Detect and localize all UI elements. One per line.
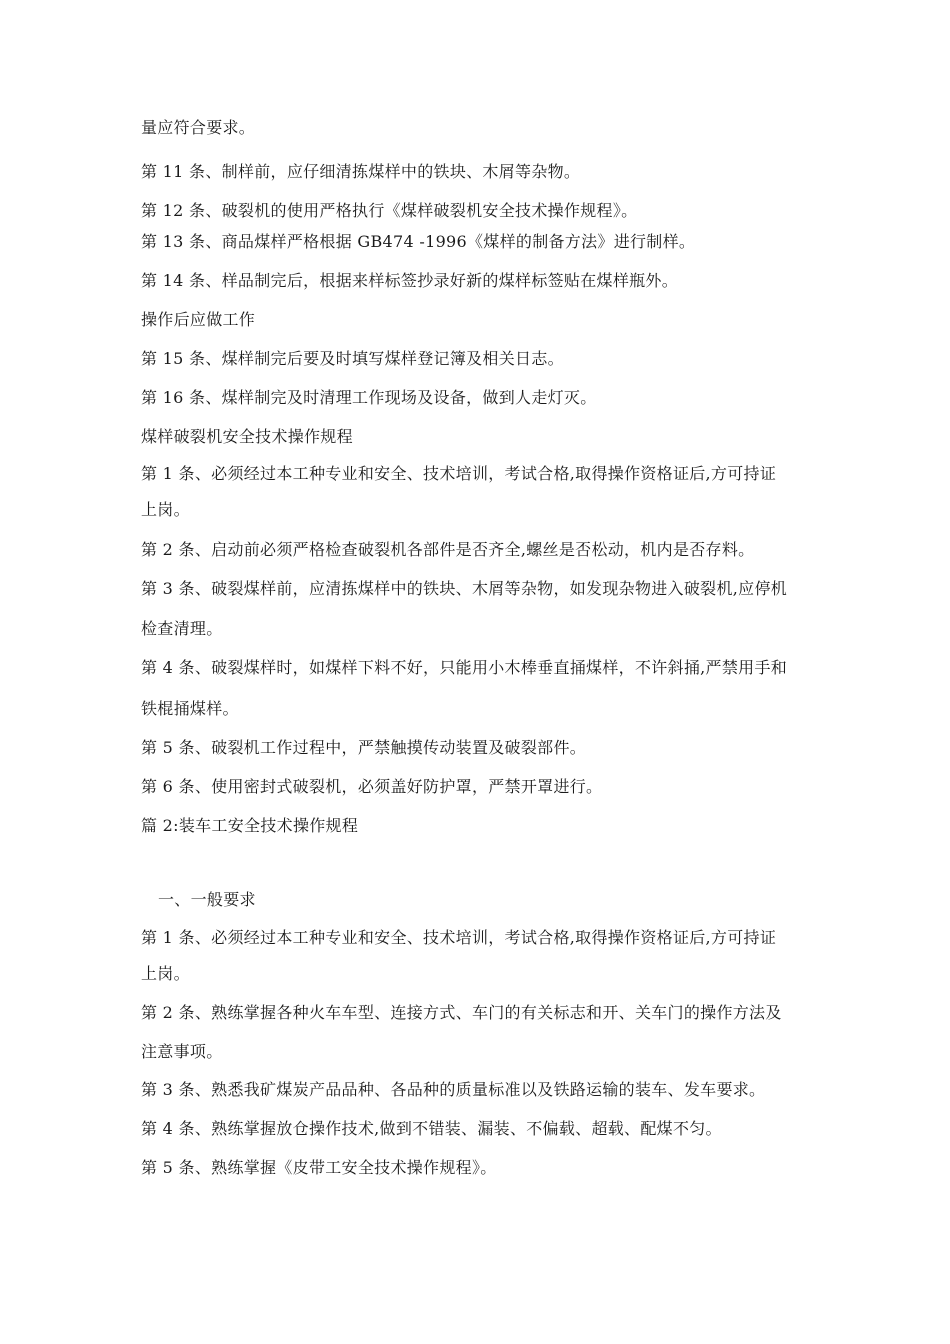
section-heading-general: 一、一般要求: [158, 890, 256, 909]
loader-article-3: 第 3 条、熟悉我矿煤炭产品品种、各品种的质量标准以及铁路运输的装车、发车要求。: [141, 1080, 766, 1099]
article-12: 第 12 条、破裂机的使用严格执行《煤样破裂机安全技术操作规程》。: [141, 201, 638, 220]
crusher-article-1: 第 1 条、必须经过本工种专业和安全、技术培训，考试合格,取得操作资格证后,方可持证: [141, 464, 777, 483]
crusher-article-6: 第 6 条、使用密封式破裂机，必须盖好防护罩，严禁开罩进行。: [141, 777, 603, 796]
crusher-article-4-cont: 铁棍捅煤样。: [141, 699, 239, 718]
loader-article-1-cont: 上岗。: [141, 964, 190, 983]
article-11: 第 11 条、制样前，应仔细清拣煤样中的铁块、木屑等杂物。: [141, 162, 581, 181]
chapter-heading-loader: 篇 2:装车工安全技术操作规程: [141, 816, 359, 835]
loader-article-2-cont: 注意事项。: [141, 1042, 223, 1061]
article-15: 第 15 条、煤样制完后要及时填写煤样登记簿及相关日志。: [141, 349, 564, 368]
crusher-article-4: 第 4 条、破裂煤样时，如煤样下料不好，只能用小木棒垂直捅煤样，不许斜捅,严禁用手和: [141, 658, 788, 677]
section-heading-after-operation: 操作后应做工作: [141, 310, 256, 329]
article-13: 第 13 条、商品煤样严格根据 GB474 -1996《煤样的制备方法》进行制样。: [141, 232, 696, 251]
loader-article-1: 第 1 条、必须经过本工种专业和安全、技术培训，考试合格,取得操作资格证后,方可持证: [141, 928, 777, 947]
section-heading-crusher-rules: 煤样破裂机安全技术操作规程: [141, 427, 353, 446]
crusher-article-2: 第 2 条、启动前必须严格检查破裂机各部件是否齐全,螺丝是否松动，机内是否存料。: [141, 540, 755, 559]
text-line-continuation: 量应符合要求。: [141, 118, 256, 137]
crusher-article-3: 第 3 条、破裂煤样前，应清拣煤样中的铁块、木屑等杂物，如发现杂物进入破裂机,应停机: [141, 579, 788, 598]
article-14: 第 14 条、样品制完后，根据来样标签抄录好新的煤样标签贴在煤样瓶外。: [141, 271, 679, 290]
loader-article-4: 第 4 条、熟练掌握放仓操作技术,做到不错装、漏装、不偏载、超载、配煤不匀。: [141, 1119, 722, 1138]
crusher-article-1-cont: 上岗。: [141, 500, 190, 519]
loader-article-5: 第 5 条、熟练掌握《皮带工安全技术操作规程》。: [141, 1158, 497, 1177]
crusher-article-3-cont: 检查清理。: [141, 619, 223, 638]
article-16: 第 16 条、煤样制完及时清理工作现场及设备，做到人走灯灭。: [141, 388, 597, 407]
crusher-article-5: 第 5 条、破裂机工作过程中，严禁触摸传动装置及破裂部件。: [141, 738, 587, 757]
loader-article-2: 第 2 条、熟练掌握各种火车车型、连接方式、车门的有关标志和开、关车门的操作方法及: [141, 1003, 782, 1022]
